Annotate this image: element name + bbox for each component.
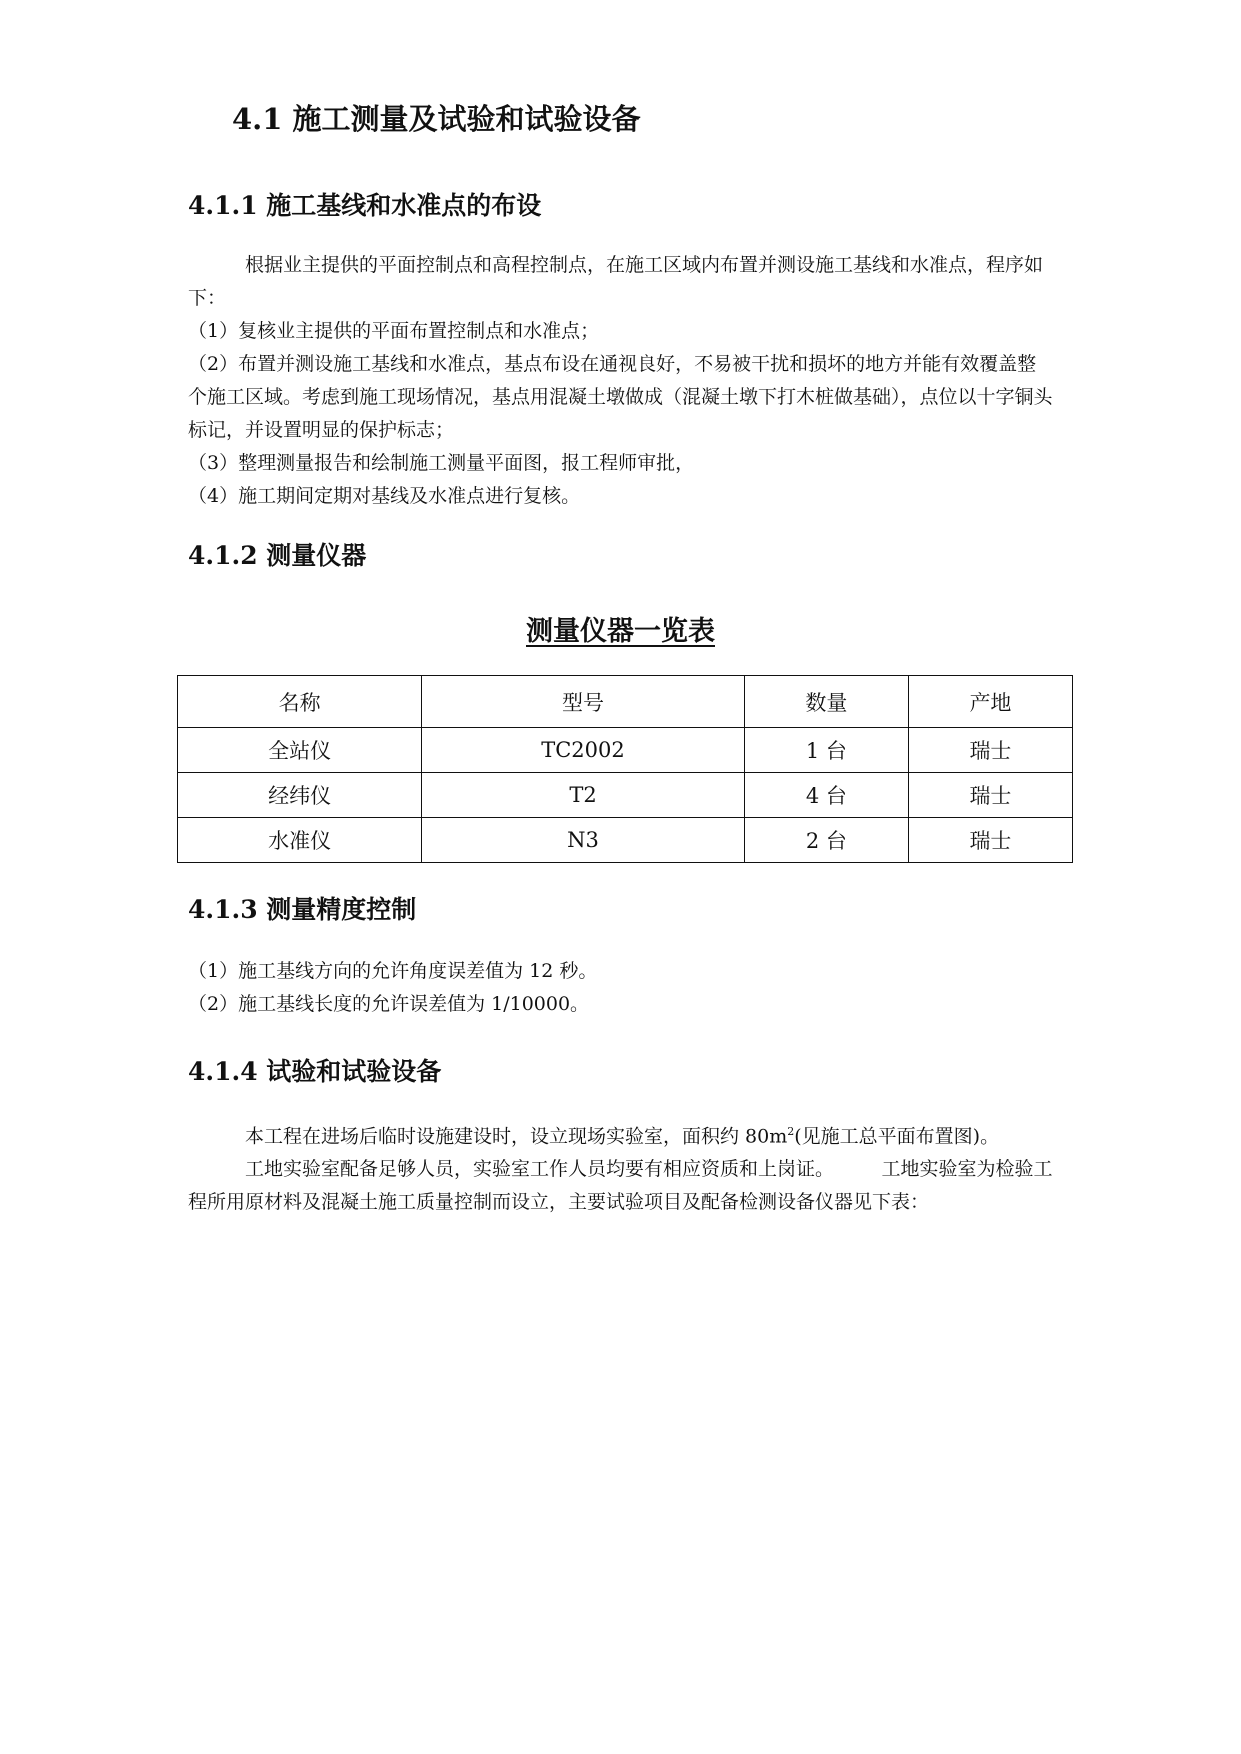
- superscript: 2: [787, 1125, 795, 1138]
- table-row: [178, 818, 1073, 863]
- heading-4-1-3: 4.1.3 测量精度控制: [188, 895, 417, 924]
- column-header: 产地: [908, 676, 1072, 728]
- paragraph-lab-staff: 工地实验室配备足够人员，实验室工作人员均要有相应资质和上岗证。 工地实验室为检验工程所用原材料及混凝土施工质量控制而设立，主要试验项目及配备检测设备仪器见下表：: [188, 1158, 1053, 1214]
- table-cell: TC2002: [422, 728, 745, 773]
- list-item: （2）布置并测设施工基线和水准点，基点布设在通视良好，不易被干扰和损坏的地方并能有效覆盖整个施工区域。考虑到施工现场情况，基点用混凝土墩做成（混凝土墩下打木桩做基础），点位以十字铜头标记，并设置明显的保护标志；: [188, 353, 1053, 441]
- column-header: 数量: [744, 676, 908, 728]
- table-cell: 瑞士: [908, 728, 1072, 773]
- table-title: [0, 612, 1241, 652]
- instrument-table: [177, 675, 1073, 863]
- list-item: （3）整理测量报告和绘制施工测量平面图，报工程师审批，: [188, 452, 695, 474]
- paragraph-intro: 根据业主提供的平面控制点和高程控制点，在施工区域内布置并测设施工基线和水准点，程序如下：: [188, 254, 1044, 309]
- table-cell: 4 台: [744, 773, 908, 818]
- table-cell: 经纬仪: [178, 773, 422, 818]
- section-4-1-3-body: [188, 955, 1054, 1021]
- list-item: （4）施工期间定期对基线及水准点进行复核。: [188, 485, 581, 507]
- list-item: （1）复核业主提供的平面布置控制点和水准点；: [188, 320, 600, 342]
- table-cell: N3: [422, 818, 745, 863]
- list-item: （2）施工基线长度的允许误差值为 1/10000。: [188, 993, 590, 1015]
- section-title: 4.1 施工测量及试验和试验设备: [232, 102, 641, 136]
- heading-4-1-2: 4.1.2 测量仪器: [188, 541, 367, 570]
- paragraph-lab-area: [188, 1115, 1054, 1153]
- lab-area-text-end: (见施工总平面布置图)。: [794, 1125, 1000, 1148]
- table-title-text: 测量仪器一览表: [526, 616, 715, 647]
- heading-4-1-4: 4.1.4 试验和试验设备: [188, 1057, 442, 1086]
- table-cell: 瑞士: [908, 773, 1072, 818]
- table-row: [178, 773, 1073, 818]
- table-cell: 全站仪: [178, 728, 422, 773]
- lab-area-text: 本工程在进场后临时设施建设时，设立现场实验室，面积约 80m: [245, 1125, 788, 1148]
- heading-4-1-1: 4.1.1 施工基线和水准点的布设: [188, 191, 542, 220]
- table-cell: 瑞士: [908, 818, 1072, 863]
- table-cell: 1 台: [744, 728, 908, 773]
- table-cell: 2 台: [744, 818, 908, 863]
- column-header: 型号: [422, 676, 745, 728]
- table-cell: T2: [422, 773, 745, 818]
- column-header: 名称: [178, 676, 422, 728]
- section-4-1-1-body: [188, 249, 1054, 513]
- list-item: （1）施工基线方向的允许角度误差值为 12 秒。: [188, 960, 598, 982]
- section-4-1-4-body: [188, 1115, 1054, 1219]
- table-row: [178, 728, 1073, 773]
- table-header-row: [178, 676, 1073, 728]
- table-cell: 水准仪: [178, 818, 422, 863]
